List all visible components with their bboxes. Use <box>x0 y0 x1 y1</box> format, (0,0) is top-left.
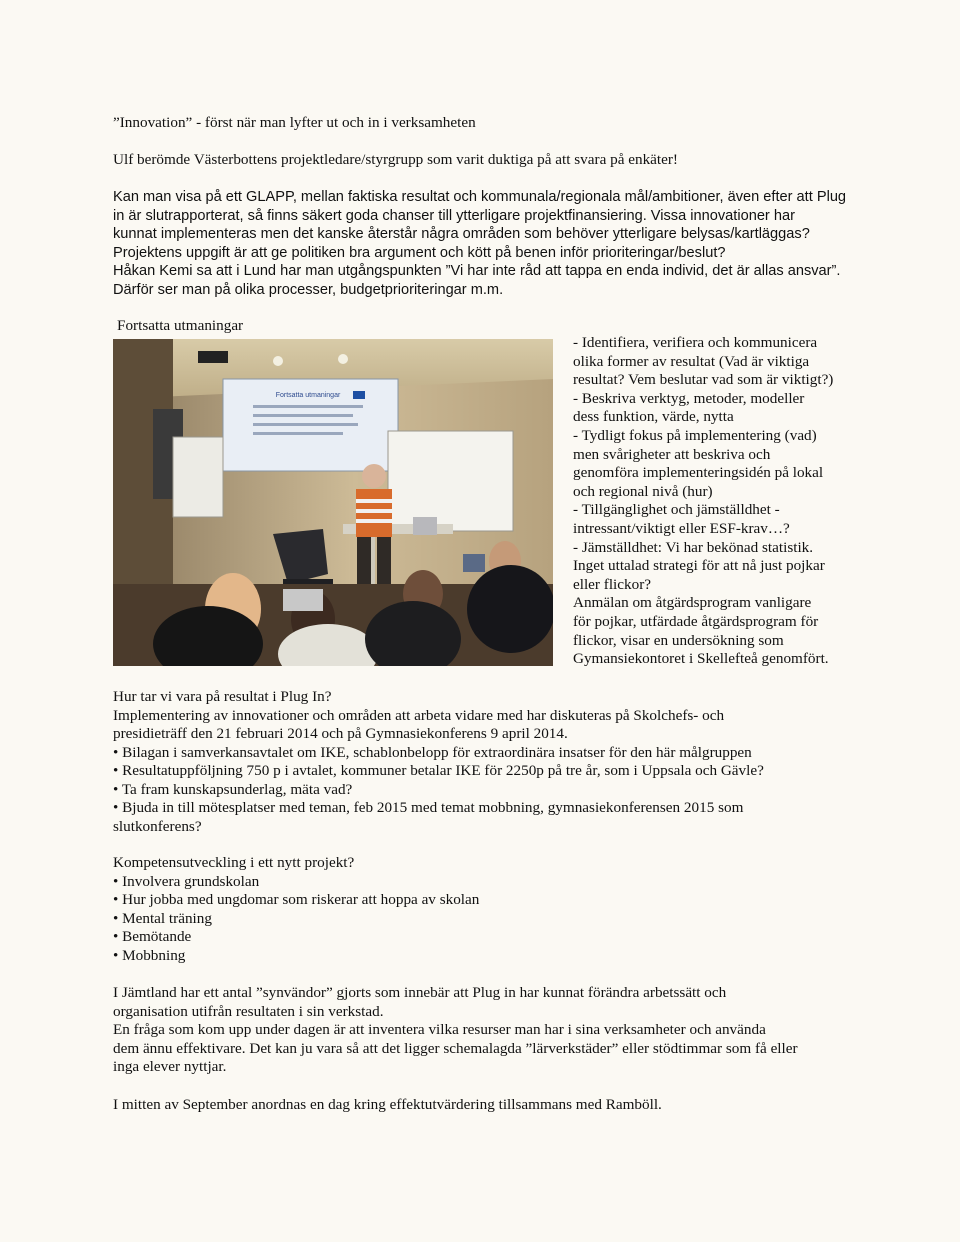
challenges-list <box>573 334 858 669</box>
competence-bullet: • Hur jobba med ungdomar som riskerar att hoppa av skolan <box>113 891 480 908</box>
slide-title: Fortsatta utmaningar <box>275 392 341 399</box>
paragraph-line: Kan man visa på ett GLAPP, mellan faktiska resultat och kommunala/regionala mål/ambitioner, även efter att Plug <box>113 189 847 205</box>
results-line: presidieträff den 21 februari 2014 och på Gymnasiekonferens 9 april 2014. <box>113 725 568 742</box>
challenge-line: och regional nivå (hur) <box>573 482 713 500</box>
challenge-line: eller flickor? <box>573 575 651 593</box>
paragraph-line: Håkan Kemi sa att i Lund har man utgångspunkten ”Vi har inte råd att tappa en enda individ, det är allas ansvar”. <box>113 263 841 279</box>
results-bullet: • Resultatuppföljning 750 p i avtalet, kommuner betalar IKE för 2250p på tre år, som i Uppsala och Gävle? <box>113 762 764 779</box>
competence-heading: Kompetensutveckling i ett nytt projekt? <box>113 854 355 871</box>
paragraph-line: in är slutrapporterat, så finns säkert goda chanser till ytterligare projektfinansiering. Vissa innovationer har <box>113 207 795 224</box>
results-section <box>113 688 764 836</box>
jamtland-line: organisation utifrån resultaten i sin verkstad. <box>113 1002 384 1020</box>
results-bullet: • Bjuda in till mötesplatser med teman, feb 2015 med temat mobbning, gymnasiekonferensen 2015 som <box>113 799 744 816</box>
competence-section <box>113 854 479 965</box>
challenge-line: - Identifiera, verifiera och kommunicera <box>573 334 818 351</box>
challenge-line: Anmälan om åtgärdsprogram vanligare <box>573 594 812 612</box>
challenge-line: genomföra implementeringsidén på lokal <box>573 464 824 482</box>
challenge-line: flickor, visar en undersökning som <box>573 631 784 649</box>
jamtland-line: En fråga som kom upp under dagen är att inventera vilka resurser man har i sina verksamheter och använda <box>113 1021 766 1038</box>
challenge-line: - Jämställdhet: Vi har bekönad statistik. <box>573 538 814 556</box>
challenges-heading: Fortsatta utmaningar <box>117 317 244 334</box>
competence-bullet: • Mobbning <box>113 946 186 964</box>
challenge-line: dess funktion, värde, nytta <box>573 408 734 426</box>
challenge-line: för pojkar, utfärdade åtgärdsprogram för <box>573 612 819 630</box>
praise-text: Ulf berömde Västerbottens projektledare/styrgrupp som varit duktiga på att svara på enkäter! <box>113 151 678 168</box>
challenge-line: - Tillgänglighet och jämställdhet - <box>573 501 780 519</box>
paragraph-line: kunnat implementeras men det kanske återstår några områden som behöver ytterligare belysas/kartläggas? <box>113 226 810 242</box>
competence-bullet: • Involvera grundskolan <box>113 872 260 890</box>
results-heading: Hur tar vi vara på resultat i Plug In? <box>113 688 332 705</box>
results-bullet: • Bilagan i samverkansavtalet om IKE, schablonbelopp för extraordinära insatser för den här målgruppen <box>113 743 752 761</box>
challenge-line: - Beskriva verktyg, metoder, modeller <box>573 389 805 407</box>
challenge-line: men svårigheter att beskriva och <box>573 445 771 463</box>
jamtland-line: dem ännu effektivare. Det kan ju vara så att det ligger schemalagda ”lärverkstäder” eller stödtimmar som få eller <box>113 1039 798 1057</box>
competence-bullet: • Mental träning <box>113 909 212 927</box>
results-line: slutkonferens? <box>113 817 202 835</box>
innovation-heading: ”Innovation” - först när man lyfter ut och in i verksamheten <box>113 114 476 131</box>
results-line: Implementering av innovationer och områden att arbeta vidare med har diskuteras på Skolchefs- och <box>113 706 725 724</box>
challenge-line: resultat? Vem beslutar vad som är viktigt?) <box>573 371 834 389</box>
challenge-line: intressant/viktigt eller ESF-krav…? <box>573 519 790 537</box>
jamtland-line: I Jämtland har ett antal ”synvändor” gjorts som innebär att Plug in har kunnat förändra arbetssätt och <box>113 984 727 1001</box>
challenge-line: - Tydligt fokus på implementering (vad) <box>573 426 817 444</box>
results-bullet: • Ta fram kunskapsunderlag, mäta vad? <box>113 780 353 798</box>
jamtland-section <box>113 984 798 1077</box>
challenge-line: Inget uttalad strategi för att nå just pojkar <box>573 557 825 575</box>
meeting-photo <box>113 339 553 666</box>
challenge-line: Gymansiekontoret i Skellefteå genomfört. <box>573 650 829 668</box>
challenge-line: olika former av resultat (Vad är viktiga <box>573 352 810 370</box>
jamtland-line: inga elever nyttjar. <box>113 1058 227 1075</box>
glapp-paragraph <box>113 188 846 299</box>
paragraph-line: Därför ser man på olika processer, budgetprioriteringar m.m. <box>113 281 504 298</box>
competence-bullet: • Bemötande <box>113 928 192 945</box>
paragraph-line: Projektens uppgift är att ge politiken bra argument och kött på benen inför prioriteringar/beslut? <box>113 244 726 261</box>
closing-text: I mitten av September anordnas en dag kring effektutvärdering tillsammans med Ramböll. <box>113 1096 662 1113</box>
